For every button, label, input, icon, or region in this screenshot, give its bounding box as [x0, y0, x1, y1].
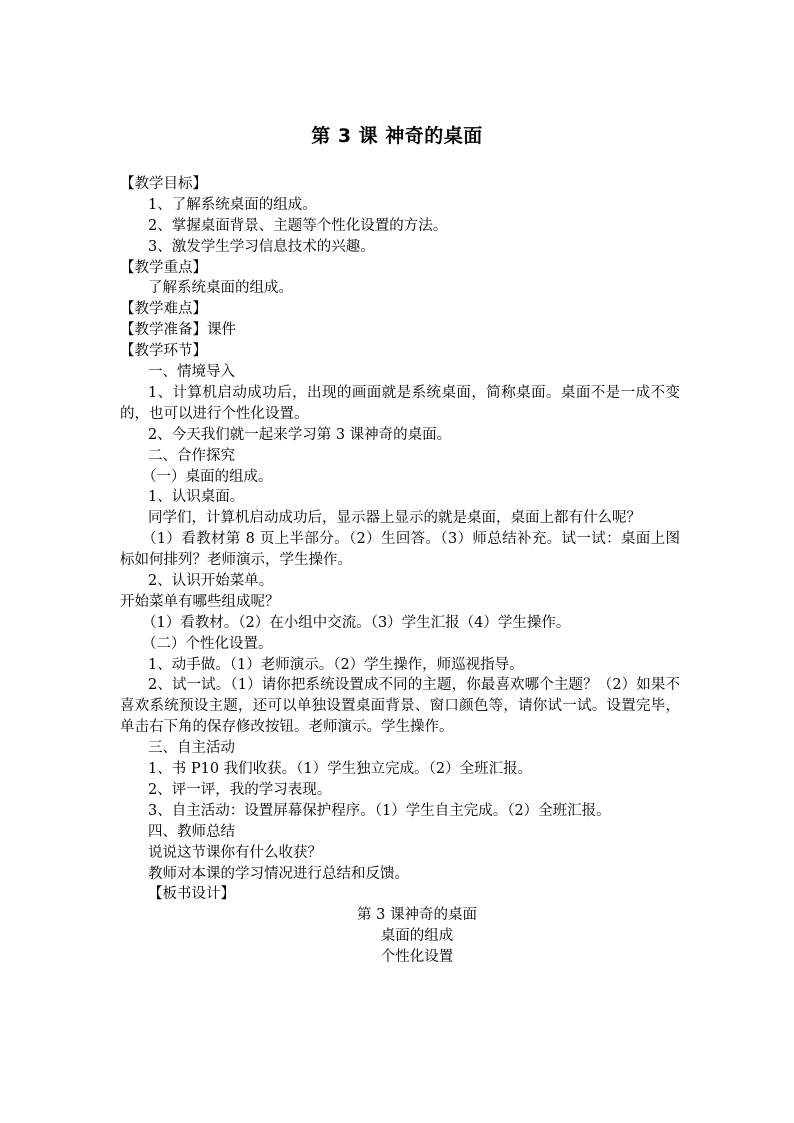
step-heading-summary: 四、教师总结: [148, 823, 235, 840]
page-title: 第 3 课 神奇的桌面: [311, 125, 483, 147]
explore-item-1: 1、认识桌面。: [148, 489, 245, 506]
step-heading-self-activity: 三、自主活动: [148, 740, 235, 757]
step-heading-intro: 一、情境导入: [148, 364, 235, 381]
explore-activity-1: （1）看教材第 8 页上半部分。（2）生回答。（3）师总结补充。试一试：桌面上图标如何排列？老师演示，学生操作。: [120, 531, 680, 569]
step-heading-explore: 二、合作探究: [148, 447, 235, 464]
key-point-text: 了解系统桌面的组成。: [148, 280, 293, 297]
self-activity-item-2: 2、评一评，我的学习表现。: [148, 781, 332, 798]
self-activity-item-1: 1、书 P10 我们收获。（1）学生独立完成。（2）全班汇报。: [148, 761, 533, 778]
explore-item-2: 2、认识开始菜单。: [148, 572, 274, 589]
section-heading-process: 【教学环节】: [120, 343, 207, 360]
lesson-plan-body: [120, 174, 680, 968]
board-title: 第 3 课神奇的桌面: [357, 907, 477, 924]
section-heading-board-design: 【板书设计】: [148, 886, 235, 903]
explore-question: 同学们，计算机启动成功后，显示器上显示的就是桌面，桌面上都有什么呢？: [148, 510, 641, 527]
objective-item-1: 1、了解系统桌面的组成。: [148, 196, 317, 213]
objective-item-2: 2、掌握桌面背景、主题等个性化设置的方法。: [148, 217, 448, 234]
section-heading-difficulties: 【教学难点】: [120, 301, 207, 318]
section-heading-objectives: 【教学目标】: [120, 176, 207, 192]
section-heading-preparation: 【教学准备】课件: [120, 322, 236, 339]
start-menu-question: 开始菜单有哪些组成呢？: [120, 593, 280, 610]
intro-paragraph-2: 2、今天我们就一起来学习第 3 课神奇的桌面。: [148, 426, 452, 443]
section-heading-key-points: 【教学重点】: [120, 259, 207, 276]
summary-question: 说说这节课你有什么收获？: [148, 844, 322, 861]
subsection-desktop-composition: （一）桌面的组成。: [142, 468, 273, 485]
start-menu-activity: （1）看教材。（2）在小组中交流。（3）学生汇报（4）学生操作。: [142, 614, 571, 631]
subsection-personalization: （二）个性化设置。: [142, 635, 273, 652]
intro-paragraph-1: 1、计算机启动成功后，出现的画面就是系统桌面，简称桌面。桌面不是一成不变的，也可以进行个性化设置。: [120, 384, 680, 422]
personalization-item-1: 1、动手做。（1）老师演示。（2）学生操作，师巡视指导。: [148, 656, 524, 673]
objective-item-3: 3、激发学生学习信息技术的兴趣。: [148, 238, 375, 255]
personalization-item-2: 2、试一试。（1）请你把系统设置成不同的主题，你最喜欢哪个主题？（2）如果不喜欢系统预设主题，还可以单独设置桌面背景、窗口颜色等，请你试一试。设置完毕，单击右下角的保存修改按钮。老师演示。学生操作。: [120, 677, 680, 736]
board-item-1: 桌面的组成: [380, 928, 454, 945]
summary-text: 教师对本课的学习情况进行总结和反馈。: [148, 865, 409, 882]
board-item-2: 个性化设置: [380, 949, 454, 966]
self-activity-item-3: 3、自主活动：设置屏幕保护程序。（1）学生自主完成。（2）全班汇报。: [148, 802, 611, 819]
